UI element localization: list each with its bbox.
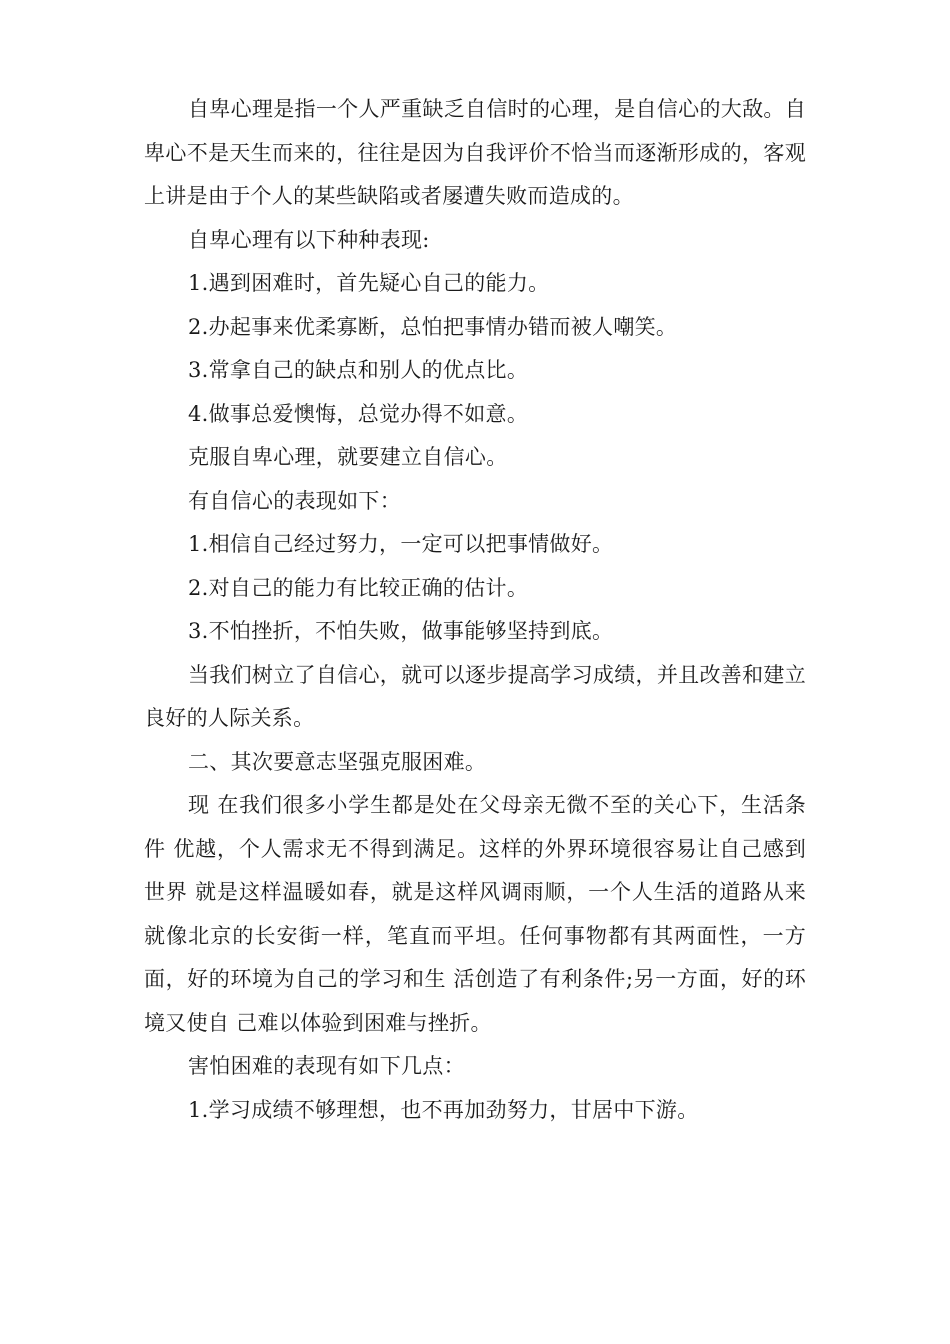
list-item-confidence-3: 3.不怕挫折，不怕失败，做事能够坚持到底。 — [188, 619, 614, 643]
section-heading-willpower: 二、其次要意志坚强克服困难。 — [188, 749, 487, 774]
paragraph-overcome-inferiority: 克服自卑心理，就要建立自信心。 — [188, 445, 508, 469]
paragraph-fear-heading: 害怕困难的表现有如下几点： — [188, 1054, 465, 1078]
paragraph-confidence-benefits: 当我们树立了自信心，就可以逐步提高学习成绩，并且改善和建立良好的人际关系。 — [144, 662, 806, 730]
list-item-confidence-2: 2.对自己的能力有比较正确的估计。 — [188, 575, 529, 600]
list-item-symptom-3: 3.常拿自己的缺点和别人的优点比。 — [188, 358, 529, 382]
list-item-fear-1: 1.学习成绩不够理想，也不再加劲努力，甘居中下游。 — [188, 1097, 699, 1122]
paragraph-environment: 现 在我们很多小学生都是处在父母亲无微不至的关心下，生活条件 优越，个人需求无不得到满足。这样的外界环境很容易让自己感到世界 就是这样温暖如春，就是这样风调雨顺，一个人生活的道路从来就像北京的长安街一样，笔直而平坦。任何事物都有其两面性，一方面，好的环境为自己的学习和生 活创造了有利条件;另一方面，好的环境又使自 己难以体验到困难与挫折。 — [144, 793, 806, 1035]
list-item-confidence-1: 1.相信自己经过努力，一定可以把事情做好。 — [188, 532, 614, 556]
list-item-symptom-1: 1.遇到困难时，首先疑心自己的能力。 — [188, 271, 550, 295]
document-body — [144, 88, 806, 1132]
paragraph-confidence-heading: 有自信心的表现如下： — [188, 488, 401, 513]
list-item-symptom-4: 4.做事总爱懊悔，总觉办得不如意。 — [188, 401, 529, 426]
paragraph-inferiority-symptoms-heading: 自卑心理有以下种种表现: — [188, 227, 430, 252]
list-item-symptom-2: 2.办起事来优柔寡断，总怕把事情办错而被人嘲笑。 — [188, 314, 678, 339]
paragraph-inferiority-definition: 自卑心理是指一个人严重缺乏自信时的心理，是自信心的大敌。自卑心不是天生而来的，往往是因为自我评价不恰当而逐渐形成的，客观上讲是由于个人的某些缺陷或者屡遭失败而造成的。 — [144, 97, 806, 208]
